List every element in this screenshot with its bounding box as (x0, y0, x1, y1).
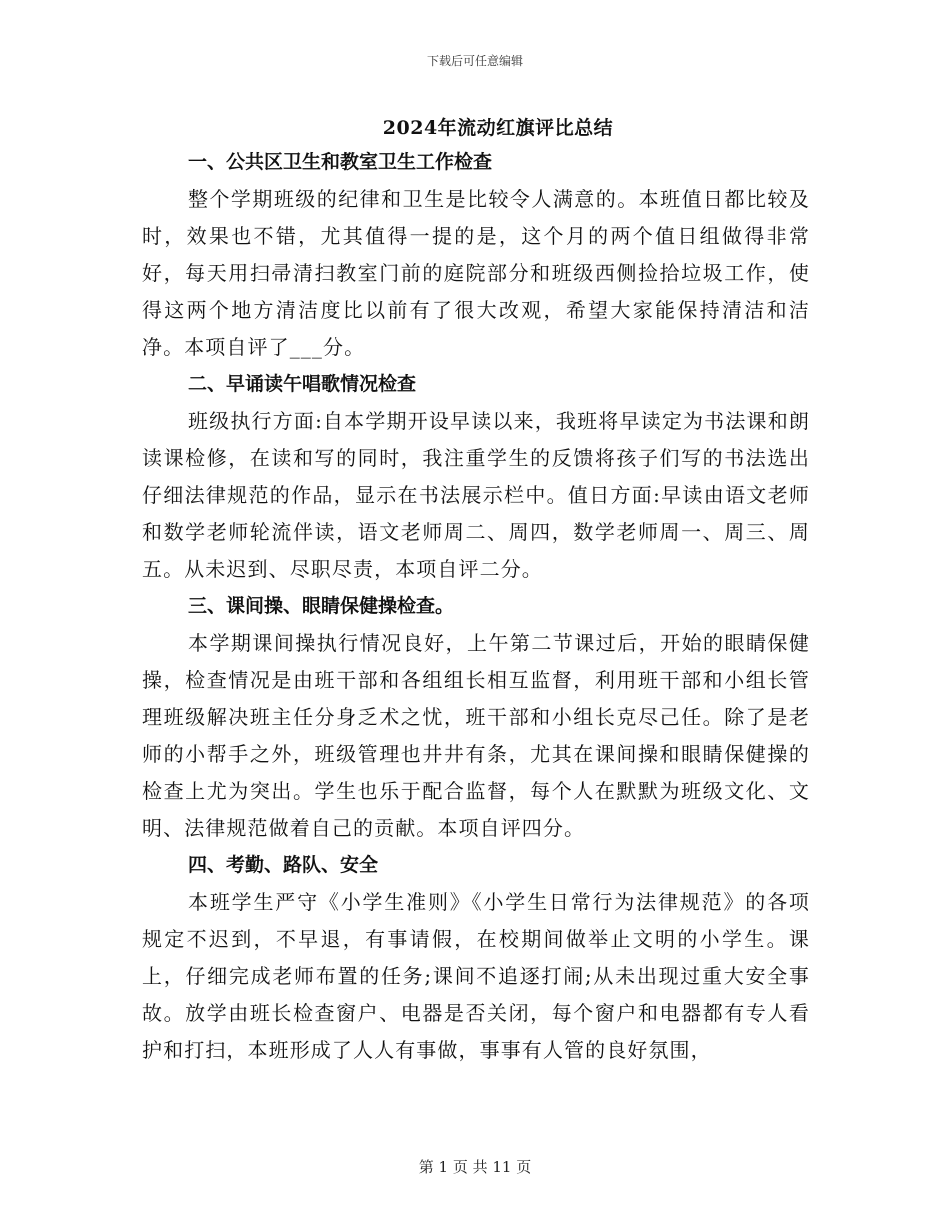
section-paragraph-1: 整个学期班级的纪律和卫生是比较令人满意的。本班值日都比较及时，效果也不错，尤其值得一提的是，这个月的两个值日组做得非常好，每天用扫帚清扫教室门前的庭院部分和班级西侧捡拾垃圾工作，使得这两个地方清洁度比以前有了很大改观，希望大家能保持清洁和洁净。本项自评了___分。 (142, 187, 810, 359)
section-paragraph-4: 本班学生严守《小学生准则》《小学生日常行为法律规范》的各项规定不迟到，不早退，有事请假，在校期间做举止文明的小学生。课上，仔细完成老师布置的任务;课间不追逐打闹;从未出现过重大安全事故。放学由班长检查窗户、电器是否关闭，每个窗户和电器都有专人看护和打扫，本班形成了人人有事做，事事有人管的良好氛围， (142, 890, 810, 1062)
section-heading-1: 一、公共区卫生和教室卫生工作检查 (188, 151, 493, 173)
document-body (142, 144, 810, 1069)
section-heading-4: 四、考勤、路队、安全 (188, 854, 379, 876)
document-title: 2024年流动红旗评比总结 (382, 117, 614, 139)
section-paragraph-3: 本学期课间操执行情况良好，上午第二节课过后，开始的眼睛保健操，检查情况是由班干部和各组组长相互监督，利用班干部和小组长管理班级解决班主任分身乏术之忧，班干部和小组长克尽己任。除了是老师的小帮手之外，班级管理也井井有条，尤其在课间操和眼睛保健操的检查上尤为突出。学生也乐于配合监督，每个人在默默为班级文化、文明、法律规范做着自己的贡献。本项自评四分。 (142, 631, 810, 840)
page-header-note: 下载后可任意编辑 (426, 54, 523, 68)
section-paragraph-2: 班级执行方面:自本学期开设早读以来，我班将早读定为书法课和朗读课检修，在读和写的同时，我注重学生的反馈将孩子们写的书法选出仔细法律规范的作品，显示在书法展示栏中。值日方面:早读由语文老师和数学老师轮流伴读，语文老师周二、周四，数学老师周一、周三、周五。从未迟到、尽职尽责，本项自评二分。 (142, 409, 810, 581)
section-heading-3: 三、课间操、眼睛保健操检查。 (188, 595, 455, 617)
page-number: 第 1 页 共 11 页 (418, 1158, 532, 1176)
section-heading-2: 二、早诵读午唱歌情况检查 (188, 373, 417, 395)
